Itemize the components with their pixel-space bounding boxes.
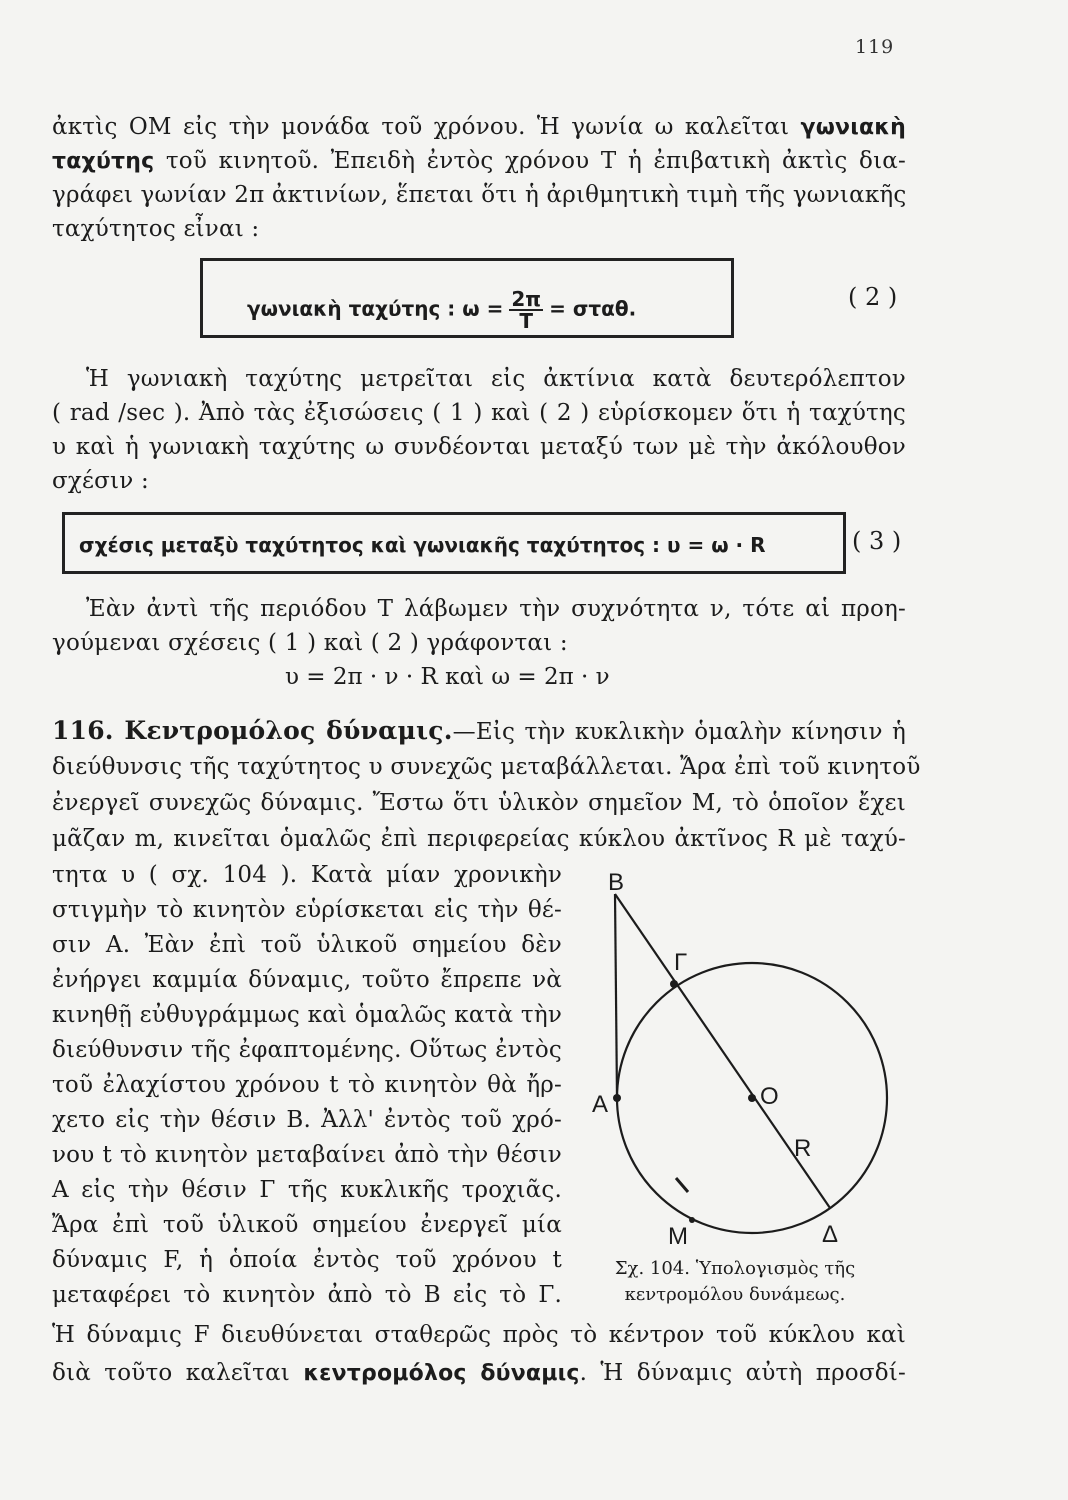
point-o <box>748 1094 756 1102</box>
paragraph-line: τητα υ ( σχ. 104 ). Κατὰ μίαν χρονικὴν <box>52 862 562 888</box>
formula-box-velocity-relation <box>62 512 846 574</box>
paragraph-line: σχέσιν : <box>52 468 149 494</box>
paragraph-line: υ καὶ ἡ γωνιακὴ ταχύτης ω συνδέονται μεταξύ των μὲ τὴν ἀκόλουθον <box>52 434 906 460</box>
point-m <box>689 1217 695 1223</box>
figure-caption <box>580 1256 890 1308</box>
paragraph-line: νου t τὸ κινητὸν μεταβαίνει ἀπὸ τὴν θέσιν <box>52 1142 562 1168</box>
paragraph-line: μᾶζαν m, κινεῖται ὁμαλῶς ἐπὶ περιφερείας κύκλου ἀκτῖνος R μὲ ταχύ- <box>52 826 906 852</box>
paragraph-line: δύναμις F, ἡ ὁποία ἐντὸς τοῦ χρόνου t <box>52 1247 562 1273</box>
label-o: O <box>760 1083 779 1110</box>
paragraph-line: τοῦ ἐλαχίστου χρόνου t τὸ κινητὸν θὰ ἤρ- <box>52 1072 562 1098</box>
caption-line: κεντρομόλου δυνάμεως. <box>624 1284 846 1305</box>
paragraph-line: Ἡ δύναμις F διευθύνεται σταθερῶς πρὸς τὸ κέντρον τοῦ κύκλου καὶ <box>52 1322 906 1348</box>
fraction-numerator: 2π <box>511 287 542 311</box>
paragraph-line: χετο εἰς τὴν θέσιν B. Ἀλλ' ἐντὸς τοῦ χρό- <box>52 1107 562 1133</box>
bold-term: κεντρομόλος δύναμις <box>303 1361 580 1386</box>
label-b: B <box>608 872 625 896</box>
paragraph-line: ἀκτὶς OM εἰς τὴν μονάδα τοῦ χρόνου. Ἡ γωνία ω καλεῖται γωνιακὴ <box>52 114 906 140</box>
paragraph-line: διὰ τοῦτο καλεῖται κεντρομόλος δύναμις. Ἡ δύναμις αὐτὴ προσδί- <box>52 1360 906 1386</box>
label-a: A <box>592 1091 609 1118</box>
motion-arrow <box>676 1178 688 1192</box>
paragraph-line: γούμεναι σχέσεις ( 1 ) καὶ ( 2 ) γράφονται : <box>52 630 568 656</box>
point-a <box>613 1094 621 1102</box>
paragraph-line: 116. Κεντρομόλος δύναμις.—Εἰς τὴν κυκλικὴν ὁμαλὴν κίνησιν ἡ <box>52 716 906 745</box>
fraction <box>509 289 543 331</box>
paragraph-line: Ἐὰν ἀντὶ τῆς περιόδου T λάβωμεν τὴν συχνότητα ν, τότε αἱ προη- <box>86 596 906 622</box>
formula-text: σχέσις μεταξὺ ταχύτητος καὶ γωνιακῆς ταχύτητος : υ = ω · R <box>79 533 766 557</box>
formula-prefix: γωνιακὴ ταχύτης : ω = <box>247 296 504 321</box>
tangent-line <box>615 894 617 1098</box>
paragraph-line: διεύθυνσιν τῆς ἐφαπτομένης. Οὕτως ἐντὸς <box>52 1037 562 1063</box>
formula-box-angular-velocity <box>200 258 734 338</box>
formula-suffix: = σταθ. <box>549 296 637 321</box>
equation: υ = 2π · ν · R καὶ ω = 2π · ν <box>285 664 610 690</box>
paragraph-line: κινηθῇ εὐθυγράμμως καὶ ὁμαλῶς κατὰ τὴν <box>52 1002 562 1028</box>
label-r: R <box>794 1135 812 1162</box>
paragraph-line: Ἄρα ἐπὶ τοῦ ὑλικοῦ σημείου ἐνεργεῖ μία <box>52 1212 562 1238</box>
circle-diagram <box>582 872 902 1252</box>
page-number: 119 <box>855 36 895 58</box>
section-title: 116. Κεντρομόλος δύναμις. <box>52 716 453 745</box>
paragraph-line: σιν A. Ἐὰν ἐπὶ τοῦ ὑλικοῦ σημείου δὲν <box>52 932 562 958</box>
paragraph-line: A εἰς τὴν θέσιν Γ τῆς κυκλικῆς τροχιᾶς. <box>52 1177 562 1203</box>
paragraph-line: Ἡ γωνιακὴ ταχύτης μετρεῖται εἰς ἀκτίνια κατὰ δευτερόλεπτον <box>86 366 906 392</box>
bold-term: ταχύτης <box>52 149 155 174</box>
paragraph-line: ἐνήργει καμμία δύναμις, τοῦτο ἔπρεπε νὰ <box>52 967 562 993</box>
equation-number: ( 3 ) <box>852 527 902 555</box>
paragraph-line: ταχύτητος εἶναι : <box>52 216 260 242</box>
point-gamma <box>670 980 678 988</box>
paragraph-line: διεύθυνσις τῆς ταχύτητος υ συνεχῶς μεταβάλλεται. Ἄρα ἐπὶ τοῦ κινητοῦ <box>52 754 921 780</box>
label-m: M <box>668 1223 688 1250</box>
label-gamma: Γ <box>674 949 688 976</box>
label-delta: Δ <box>822 1221 839 1248</box>
equation-number: ( 2 ) <box>848 283 898 311</box>
paragraph-line: ἐνεργεῖ συνεχῶς δύναμις. Ἔστω ὅτι ὑλικὸν σημεῖον M, τὸ ὁποῖον ἔχει <box>52 790 906 816</box>
caption-line: Σχ. 104. Ὑπολογισμὸς τῆς <box>614 1258 856 1279</box>
paragraph-line: ταχύτης τοῦ κινητοῦ. Ἐπειδὴ ἐντὸς χρόνου T ἡ ἐπιβατικὴ ἀκτὶς δια- <box>52 148 906 174</box>
paragraph-line: μεταφέρει τὸ κινητὸν ἀπὸ τὸ B εἰς τὸ Γ. <box>52 1282 562 1308</box>
bold-term: γωνιακὴ <box>800 115 906 140</box>
paragraph-line: στιγμὴν τὸ κινητὸν εὑρίσκεται εἰς τὴν θέ- <box>52 897 562 923</box>
paragraph-line: γράφει γωνίαν 2π ἀκτινίων, ἕπεται ὅτι ἡ ἀριθμητικὴ τιμὴ τῆς γωνιακῆς <box>52 182 907 208</box>
fraction-denominator: T <box>519 309 534 333</box>
paragraph-line: ( rad /sec ). Ἀπὸ τὰς ἐξισώσεις ( 1 ) καὶ ( 2 ) εὑρίσκομεν ὅτι ἡ ταχύτης <box>52 400 906 426</box>
